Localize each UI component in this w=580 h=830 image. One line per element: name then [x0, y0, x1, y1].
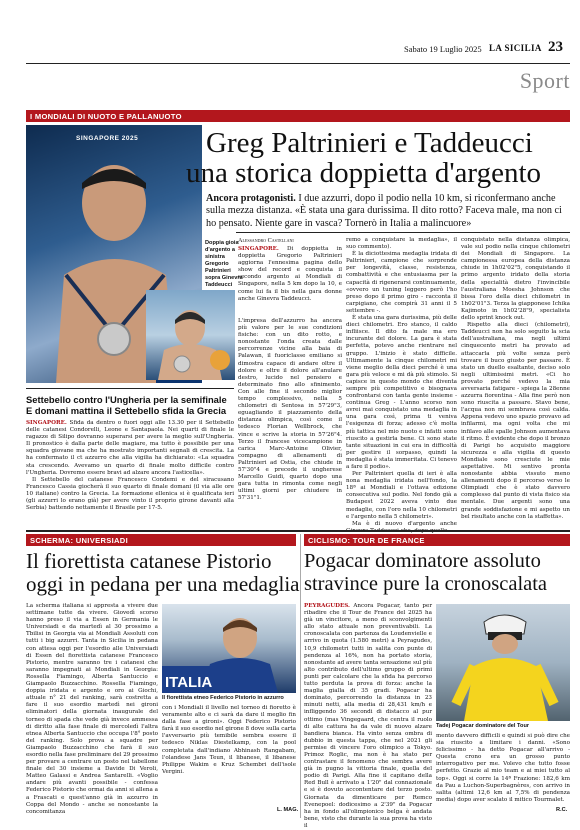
top-summary — [206, 193, 570, 230]
top-photo-caption: Doppia gioia d'argento a sinistra Gregorio Paltrinieri sopra Ginevra Taddeucci — [205, 240, 243, 288]
sub-p2: Il Settebello del catanese Francesco Condemi e del siracusano Francesco Cassia giocherà il suo quarto di finale domani (il via alle ore 10 italiane) contro la Grecia. La formazione ellenica si è qualificata ieri (gli azzurri lo erano già) per avere vinto il proprio girone davanti alla Serbia) battendo nettamente il Brasile per 17-5. — [26, 476, 234, 512]
top-col2-p2: È la diciottesima medaglia iridata di Paltrinieri, campione che sorprende per longevità, classe, resistenza, combattività e che entusiasma per la capacità di rigenerarsi continuamente, «ovvero un tuning leggero però l'ho preso dopo il primo giro - racconta il carpigiano, che compirà 31 anni il 5 settembre -. — [346, 251, 457, 314]
sub-dateline: SINGAPORE. — [26, 420, 67, 426]
right-kicker: CICLISMO: TOUR DE FRANCE — [308, 535, 425, 545]
header-date: Sabato 19 Luglio 2025 — [404, 44, 482, 54]
top-col3 — [461, 237, 570, 527]
top-col1-p1-text: Di doppietta in doppietta Gregorio Paltrinieri aggiorna l'ennesima pagina dello show del record e conquista il secondo argento ai Mondiali di Singapore, nella 5 km dopo la 10, e come lui fa il bis nella gara donne anche Ginevra Taddeucci. — [238, 246, 342, 302]
top-col2-p4: Per Paltrinieri quella di ieri è alla nona medaglia iridata nell'fondo, la 18ª ai Mondiali e l'ottava edizione consecutiva sul podio. Nel fondo già a Budapest 2022 aveva vinto due medaglie, con l'oro nella 10 chilometri e l'argento nella 5 chilometri». — [346, 471, 457, 520]
top-col3-p2: Rispetto alla dieci (chilometri), Taddeucci non ha solo seguito la scia dell'australiana, ma negli ultimi cinquecento metri ha provato ad attaccarla più volte senza però trovare il buco giusto per passare. È stato un duello esaltante, deciso solo negli ultimissimi metri. «Ci ho provato perché vedevo la mia avversaria fatigare - spiega la 28enne azzurra fiorentina - Alla fine però non sono riuscita a passare. Stavo bene, l'acqua non mi sembrava così calda. Appena vedevo uno spazio provavo ad infilarmi, ma ogni volta che mi infilavo alle spalle Johnson aumentava il ritmo. È evidente che dopo il bronzo di Parigi ho acquisito maggiore sicurezza e alla vigilia di questo Mondiale sono cresciute le mie aspettative. Mi sentivo pronta nonostante abbia vissuto meno allenamenti dopo il percorso verso le Olimpiadi che è stato davvero complesso dal punto di vista fisico sia mentale. Due argenti sono una grande soddisfazione e mi aspetto un bel risultato anche con la staffetta». — [461, 322, 570, 520]
left-sign: L. MAG. — [277, 807, 299, 813]
taddeucci-figure — [146, 290, 235, 380]
summary-lead: Ancora protagonisti. — [206, 193, 296, 204]
sub-p1 — [26, 420, 234, 477]
top-col2 — [346, 237, 457, 527]
page-header — [0, 0, 580, 93]
left-photo-caption: Il fiorettista etneo Federico Pistorio in azzurro — [162, 695, 284, 701]
bottom-col-divider — [300, 534, 301, 818]
right-headline-1: Pogacar dominatore assoluto — [304, 550, 541, 572]
right-headline-2: stravince pure la cronoscalata — [304, 573, 548, 595]
sub-body — [26, 420, 234, 526]
sub-headline-1: Settebello contro l'Ungheria per la semifinale — [26, 394, 227, 405]
pogacar-figure — [436, 604, 570, 721]
pistorio-photo — [162, 604, 296, 693]
top-byline: Alessandro Castellani — [238, 237, 294, 244]
right-col2: mento davvero difficili e quindi si può dire che sia riuscito a limitare i danni. «Sono felicissimo - ha detto Pogacar all'arrivo - Questa crono era un grosso punto interrogativo per me. Volevo che tutto fosse perfetto. Grazie al mio team e ai miei tutto al top». Oggi si corre la 14ª Frazione: 182,6 km da Pau a Luchon-Superbagnères, con arrivo in salita (altimi 12,6 km al 7,5% di pendenza media) dopo aver scalato il mitico Tourmalet. — [436, 733, 570, 803]
top-col3-p1: conquistato nella distanza olimpica, vale sul podio nella cinque chilometri dei Mondiali di Singapore. La campionessa europea della distanza chiude in 1h02'02"5, conquistando il primo argento iridato della storia della specialità dietro l'invincibile l'australiana Moesha Johnson che bissa l'oro della dieci chilometri in 1h02'01"3. Terza la giapponese Ichika Kajimoto in 1h02'28"9, specialista dello sprint knock out. — [461, 237, 570, 322]
top-body-rule — [236, 232, 570, 233]
sub-p1-text: Sfida da dentro o fuori oggi alle 13.30 per il Settebello delle catanesi Condorelli, Leone e Santapaola. Nei quarti di finale le ragazze di Silipo dovranno superarsi per avere la meglio sull'Ungheria. Il pronostico è dalla parte delle magiare, ma tutto è possibile per una squadra giovane ma che ha mostrato importanti segnali di crescita. La ha confermato il ct azzurro che alla vigilia ha dichiarato: «La squadra sta crescendo. Avevamo un quarto di finale molto difficile contro l'Ungheria. Dovremo essere bravi ad alzare ancora l'asticella». — [26, 420, 234, 476]
page-number: 23 — [548, 39, 563, 55]
right-col1 — [304, 603, 432, 829]
left-kicker: SCHERMA: UNIVERSIADI — [30, 535, 128, 545]
right-dateline: PEYRAGUDES. — [304, 603, 351, 609]
right-col1-text: Ancora Pogacar, tanto per ribadire che il Tour de France del 2025 ha già un vincitore, a meno di sconvolgimenti allo stato attuale non preventivabili. La cronoscalata con partenza da Loudenvielle e arrivo in quota (1.580 metri) a Peyragudes, 10,9 chilometri tutti in salita con punte di pendenza al 16%, non ha portato storia, nonostante ad avere tanta sensazione sul più alto contributo dell'ultimo gruppo di primi punti per calcolare che la sfida ha percorso tutto perduta la prova di forza: anche la maglia gialla di 35 gradi. Pogacar ha dominato, percorrendo la distanza in 23 minuti netti, alla media di 28,431 km/h e infliggendo 36 secondi di distacco al pur ottimo (mas Vingegaard, che centra il ruolo di alte cattura ha da vale di nuovo alzare bandiera bianca. Ha vinto senza ombra di dubbio in questa tappa, che nel 2021 gli permise di vincere l'oro olimpico a Tokyo. Primoz Roglic, ma non è ha stato per contrastare il fenomeno che sembra avere già in pugno la vittoria finale, quella del podio di Parigi. Alla fine il capitano della Red Bull è arrivato a 1'20" dal connazionale e si è dovuto accontentare del terzo posto. Giornata da dimenticare per Remco Evenepoel: dodicesimo a 2'39" da Pogacar ha in fondo all'olimpionico belga è andata bene, visto che durante la sua prova ha visto il — [304, 603, 432, 829]
header-rule — [26, 63, 570, 64]
right-sign: R.C. — [556, 807, 568, 813]
top-headline-2: una storica doppietta d'argento — [186, 157, 541, 189]
sub-rule — [26, 388, 234, 389]
top-col1 — [238, 246, 342, 303]
pogacar-photo — [436, 604, 570, 721]
right-photo-caption: Tadej Pogacar dominatore del Tour — [436, 723, 530, 729]
section-divider — [26, 530, 570, 532]
photo-sign: SINGAPORE 2025 — [76, 135, 139, 142]
left-col2: con i Mondiali il livello nel torneo di fioretto è veramente alto e ci sarà da dare il meglio fin dalla fase a gironi». Oggi Federico Pistorio farà il suo esordio nel girone 8 dove sulla carta l'avversario più temibile sembra essere il tedesco Niklas Diestelkamp, con la pool completata dall'indiano Abhinash Rangabam, l'olandese Jans Teun, il libanese, il libanese Philippe Wakim e Kruz Schembri dell'isole Vergini. — [162, 705, 296, 775]
taddeucci-photo — [146, 290, 235, 380]
left-col1: La scherma italiana si appresta a vivere due settimane tutte da vivere. Giovedì scorso hanno preso il via a Essen in Germania le Universiadi e da martedì al 30 prossimo a Tbilisi in Georgia via ai Mondiali Assoluti con tutti i big azzurri. Tanta in Sicilia in pedana con attesa oggi per l'esordio alle Universiadi di Essen del fiorettista catanese Francesco Pistorio, mentre saranno tre i catanesi che saranno impegnati ai Mondiali in Georgia: Rossella Fiamingo, Alberta Santuccio e Giampaolo Buzzacchino. Rossella Fiamingo, doppia iridata e argento e oro ai Giochi, attuale n° 21 del ranking, sarà costretta a fare il suo esordio martedì nei gironi eliminatori della giornata inaugurale del torneo di spada che vede già invece ammessa di diritto alla fase finale di mercoledì l'altra etnea Alberta Santuccio che occupa l'8° posto del ranking. Solo prova a squadre per Giampaolo Buzzacchino che farà il suo esordio nella fase preliminare del 29 prossimo per provare a centrare un posto nel tabellone finale del 30 insieme a Davide Di Veroli, Matteo Galassi e Andrea Santarelli. «Voglio andare più avanti possibile - confessa Federico Pistorio che ormai da anni si allena a a Frascati e quest'anno già in azzurro in Coppa del Mondo - anche se nonostante la concomitanza — [26, 603, 158, 815]
top-col1-p2: L'impresa dell'azzurro ha ancora più valore per le sue condizioni fisiche: con un dito rotto, e nonostante l'onda creata dalle percorrenze vicine alla baia di Palawan, il fuoriclasse emiliano si dimostra capace di andare oltre il dolore e oltre il dolore all'anulare destro, lucido nel pensiero e determinato fino allo sfinimento. Con alle fine il secondo miglior tempo complessivo, nella 5 chilometri di Sentosa in 57'29"3, eguagliando il piazzamento della distanza olimpica, così come il tedesco Florian Wellbrock, che vince e scrive la storia in 57'26"4. Terzo il francese vicecampione in carica Marc-Antoine Olivier, compagno di allenamenti di Paltrinieri ad Ostia, che chiude in 57'30"4 e precede il ungherese Marcello Guidi, quarto dopo una gara tutta in rimonta come negli ultimi giorni per chiudere in 57'31"1. — [238, 318, 342, 502]
top-col2-p5: Ma è di nuovo d'argento anche — [352, 520, 457, 527]
header-paper: LA SICILIA — [489, 43, 542, 53]
top-kicker: I MONDIALI DI NUOTO E PALLANUOTO — [30, 111, 182, 121]
svg-text:ITALIA: ITALIA — [165, 674, 213, 691]
top-col2-p1: remo a conquistare la medaglia», il suo commento). — [346, 237, 457, 251]
summary-text: I due azzurri, dopo il podio nella 10 km, si riconfermano anche sulla mezza distanza. «È stata una gara durissima. Il dito rotto? Faceva male, ma non ci ho pensato. Niente gare in vasca? Tornerò in Italia a malincuore» — [206, 193, 562, 229]
sub-headline-2: E domani mattina il Settebello sfida la Grecia — [26, 405, 227, 416]
top-col1-p1 — [238, 246, 342, 303]
pistorio-figure — [162, 604, 296, 693]
top-col2-p3: È stata una gara durissima, più delle dieci chilometri. Ero stanco, il caldo infliisce. Il dito fa male ma ero incurante del dolore. La gara è stata perfetta, potevo anche rientrare nel gruppo. L'inizio è stato difficile. Ultimamente la cinque chilometri mi viene meglio della dieci perché è una gara più veloce e mi dà più stimolo. Si capisce in questo mondo che diventa sempre più competitivo e bisognava confrontarsi con tanta gente insieme - continua Greg - L'anno scorso non avrei mai conquistato una medaglia in una gara così, prima ti veniva l'esigenza di forza; adesso c'è molta più tattica nel mio nuoto e infatti sono riuscito a gestirla bene. Ci sono state tante situazioni in cui era in difficoltà per gestire il sorpasso, quindi la medaglia è stata immeritata. Ci tenevo a fare il podio». — [346, 315, 457, 470]
left-headline-2: oggi in pedana per una medaglia — [26, 572, 300, 596]
top-headline-1: Greg Paltrinieri e Taddeucci — [206, 127, 533, 159]
section-title: Sport — [519, 68, 570, 93]
left-headline-1: Il fiorettista catanese Pistorio — [26, 549, 272, 573]
dateline: SINGAPORE. — [238, 246, 279, 252]
